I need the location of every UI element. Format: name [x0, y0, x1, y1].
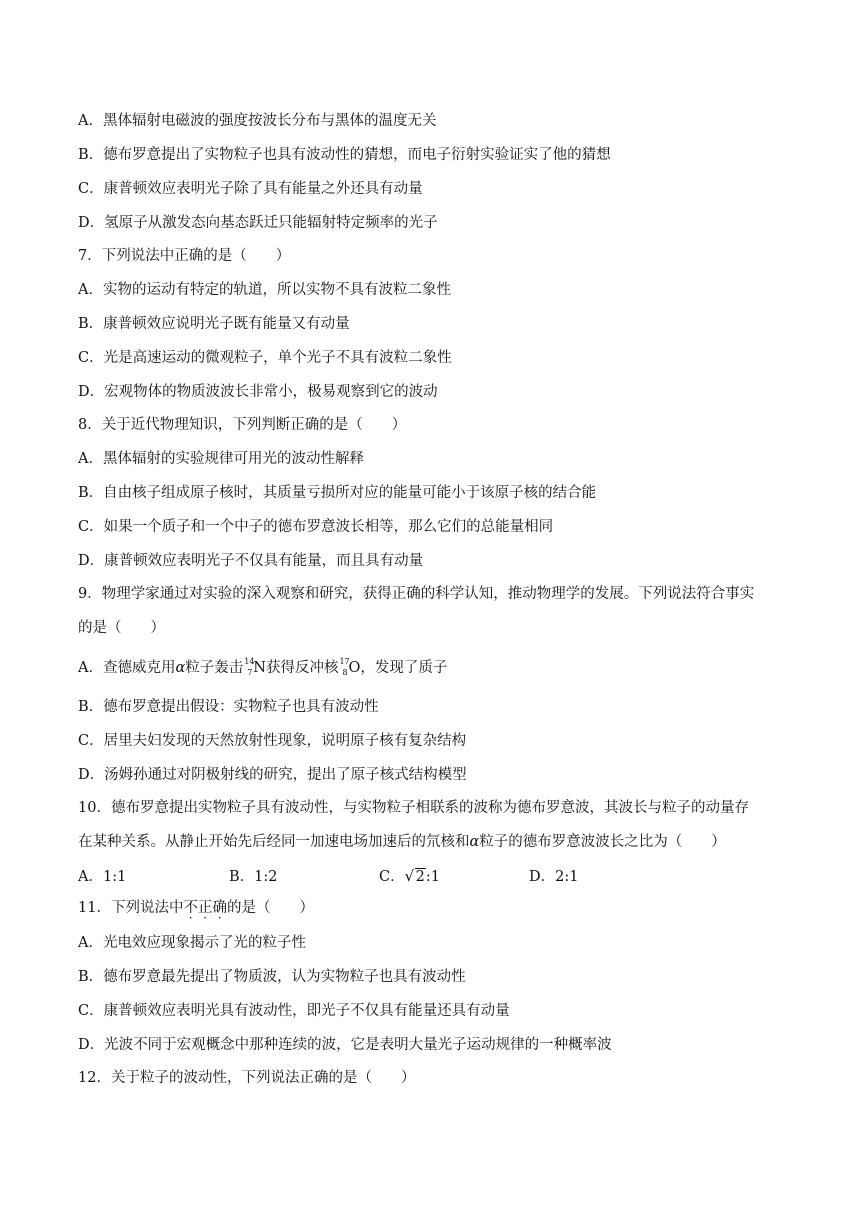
- q6-option-b: B．德布罗意提出了实物粒子也具有波动性的猜想，而电子衍射实验证实了他的猜想: [78, 147, 611, 163]
- q7-stem: 7．下列说法中正确的是（ ）: [78, 248, 291, 264]
- q11-option-b: B．德布罗意最先提出了物质波，认为实物粒子也具有波动性: [78, 969, 466, 985]
- q7-option-a: A．实物的运动有特定的轨道，所以实物不具有波粒二象性: [78, 282, 451, 298]
- q10-c-label: C．: [379, 869, 405, 885]
- alpha-symbol: α: [175, 660, 186, 676]
- q9-option-c: C．居里夫妇发现的天然放射性现象，说明原子核有复杂结构: [78, 733, 467, 749]
- q11-stem-suffix: 的是（ ）: [226, 900, 314, 916]
- oxygen-symbol: O: [348, 660, 361, 676]
- emphasis-char: 正: [197, 900, 213, 916]
- radicand: 2: [415, 869, 425, 885]
- q9-stem-line2: 的是（ ）: [78, 620, 165, 636]
- q7-option-b: B．康普顿效应说明光子既有能量又有动量: [78, 316, 350, 332]
- nitrogen-atomic-number: 7: [247, 668, 253, 677]
- radical-sign: √: [404, 867, 415, 885]
- q10-stem-suffix: 粒子的德布罗意波波长之比为（ ）: [479, 834, 726, 850]
- q11-stem-emphasis: [183, 900, 227, 916]
- q12-stem: 12．关于粒子的波动性，下列说法正确的是（ ）: [78, 1070, 416, 1086]
- q6-option-a: A．黑体辐射电磁波的强度按波长分布与黑体的温度无关: [78, 113, 437, 129]
- q9-a-suffix: ，发现了质子: [360, 660, 448, 676]
- nitrogen-mass-number: 14: [244, 657, 255, 666]
- q10-option-d: D．2:1: [529, 869, 579, 885]
- q9-a-mid2: 获得反冲核: [265, 660, 339, 676]
- q10-option-b: B．1:2: [229, 869, 278, 885]
- alpha-symbol: α: [469, 834, 480, 850]
- q8-option-d: D．康普顿效应表明光子不仅具有能量，而且具有动量: [78, 553, 424, 569]
- q11-stem: [78, 898, 314, 918]
- q6-option-c: C．康普顿效应表明光子除了具有能量之外还具有动量: [78, 181, 423, 197]
- oxygen-mass-number: 17: [339, 657, 350, 666]
- emphasis-char: 确: [212, 900, 227, 916]
- q11-option-c: C．康普顿效应表明光具有波动性，即光子不仅具有能量还具有动量: [78, 1003, 510, 1019]
- q9-stem-line1: 9．物理学家通过对实验的深入观察和研究，获得正确的科学认知，推动物理学的发展。下列说法符合事实: [78, 586, 755, 602]
- q9-a-mid1: 粒子轰击: [185, 660, 244, 676]
- q7-option-d: D．宏观物体的物质波波长非常小，极易观察到它的波动: [78, 384, 438, 400]
- q8-option-a: A．黑体辐射的实验规律可用光的波动性解释: [78, 451, 364, 467]
- q8-option-b: B．自由核子组成原子核时，其质量亏损所对应的能量可能小于该原子核的结合能: [78, 485, 597, 501]
- q9-option-b: B．德布罗意提出假设：实物粒子也具有波动性: [78, 699, 379, 715]
- q11-stem-prefix: 11．下列说法中: [78, 900, 184, 916]
- q10-stem-prefix: 在某种关系。从静止开始先后经同一加速电场加速后的氘核和: [78, 834, 470, 850]
- nitrogen-symbol: N: [253, 660, 266, 676]
- q10-option-c: [379, 867, 440, 887]
- q10-c-tail: :1: [425, 869, 440, 885]
- square-root: [405, 867, 426, 887]
- oxygen-atomic-number: 8: [342, 668, 348, 677]
- q9-a-prefix: A．查德威克用: [78, 660, 176, 676]
- q9-option-d: D．汤姆孙通过对阴极射线的研究，提出了原子核式结构模型: [78, 767, 467, 783]
- q10-option-a: A．1:1: [78, 869, 127, 885]
- nitrogen-isotope-indices: [243, 658, 253, 678]
- q8-stem: 8．关于近代物理知识，下列判断正确的是（ ）: [78, 417, 407, 433]
- q11-option-d: D．光波不同于宏观概念中那种连续的波，它是表明大量光子运动规律的一种概率波: [78, 1037, 612, 1053]
- q8-option-c: C．如果一个质子和一个中子的德布罗意波长相等，那么它们的总能量相同: [78, 519, 554, 535]
- q10-stem-line2: [78, 832, 726, 852]
- q9-option-a: [78, 658, 447, 678]
- emphasis-char: 不: [183, 900, 198, 916]
- q10-stem-line1: 10．德布罗意提出实物粒子具有波动性，与实物粒子相联系的波称为德布罗意波，其波长与粒子的动量存: [78, 800, 749, 816]
- q7-option-c: C．光是高速运动的微观粒子，单个光子不具有波粒二象性: [78, 350, 452, 366]
- q11-option-a: A．光电效应现象揭示了光的粒子性: [78, 935, 306, 951]
- oxygen-isotope-indices: [338, 658, 348, 678]
- q6-option-d: D．氢原子从激发态向基态跃迁只能辐射特定频率的光子: [78, 215, 438, 231]
